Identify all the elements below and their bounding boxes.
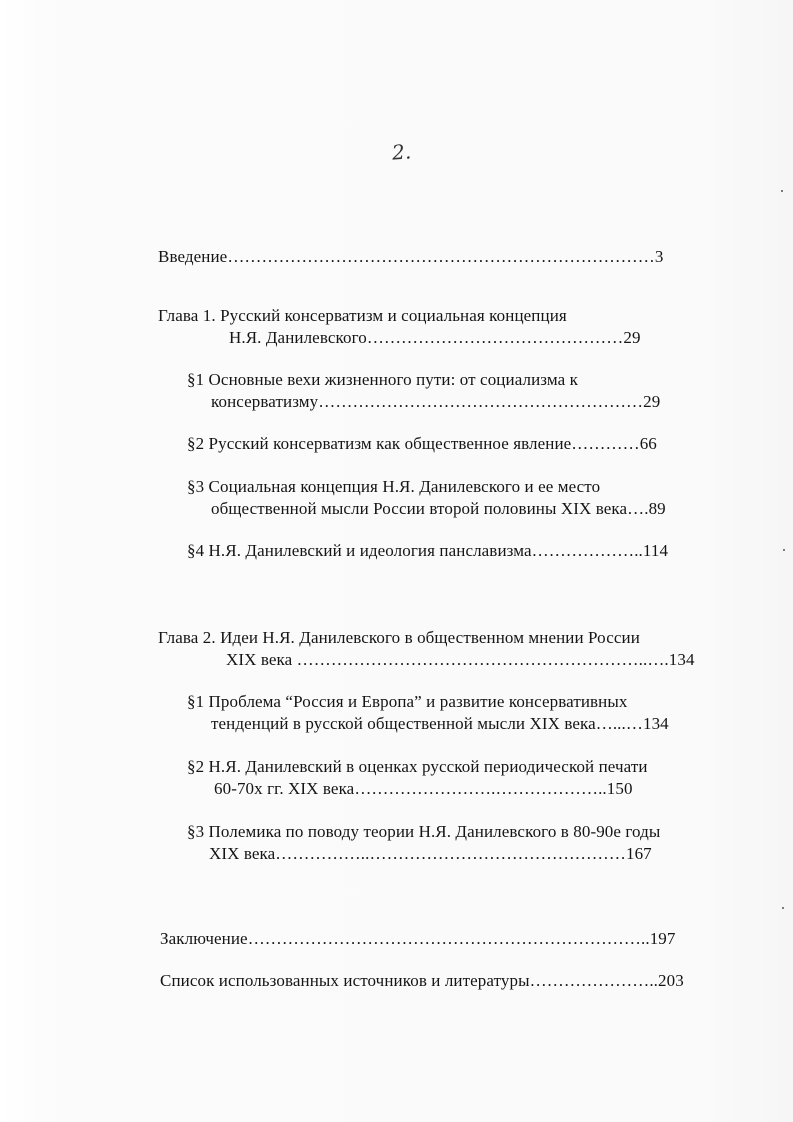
toc-chapter2-title-cont: XIX века ……………………………………………………..….134 [226, 650, 695, 669]
toc-chapter1-title: Глава 1. Русский консерватизм и социальная концепция [158, 306, 567, 325]
scan-speck [783, 549, 785, 551]
toc-ch1-section3-cont: общественной мысли России второй половины XIX века….89 [211, 499, 666, 518]
toc-ch2-section1-cont: тенденций в русской общественной мысли XIX века…...…134 [211, 714, 669, 733]
toc-references: Список использованных источников и литературы…………………..203 [160, 971, 684, 990]
toc-ch1-section1-cont: консерватизму…………………………………………………29 [211, 392, 661, 411]
toc-ch1-section3: §3 Социальная концепция Н.Я. Данилевского и ее место [187, 477, 601, 496]
toc-introduction: Введение…………………………………………………………………3 [158, 247, 664, 266]
toc-ch2-section3: §3 Полемика по поводу теории Н.Я. Данилевского в 80-90е годы [187, 822, 661, 841]
toc-ch2-section2-cont: 60-70х гг. XIX века…………………….………………..150 [214, 779, 633, 798]
scan-speck [782, 907, 784, 909]
toc-chapter2-title: Глава 2. Идеи Н.Я. Данилевского в общественном мнении России [158, 628, 640, 647]
toc-ch2-section2: §2 Н.Я. Данилевский в оценках русской периодической печати [187, 757, 648, 776]
handwritten-page-number: 2. [391, 139, 412, 165]
toc-ch2-section1: §1 Проблема “Россия и Европа” и развитие консервативных [187, 692, 628, 711]
toc-conclusion: Заключение……………………………………………………………..197 [160, 929, 676, 948]
toc-ch2-section3-cont: XIX века……………..………………………………………167 [209, 844, 652, 863]
toc-chapter1-title-cont: Н.Я. Данилевского………………………………………29 [229, 328, 641, 347]
toc-ch1-section1: §1 Основные вехи жизненного пути: от социализма к [187, 370, 578, 389]
toc-ch1-section4: §4 Н.Я. Данилевский и идеология панславизма………………..114 [187, 541, 669, 560]
scan-speck [781, 190, 783, 192]
toc-ch1-section2: §2 Русский консерватизм как общественное явление…………66 [187, 434, 657, 453]
